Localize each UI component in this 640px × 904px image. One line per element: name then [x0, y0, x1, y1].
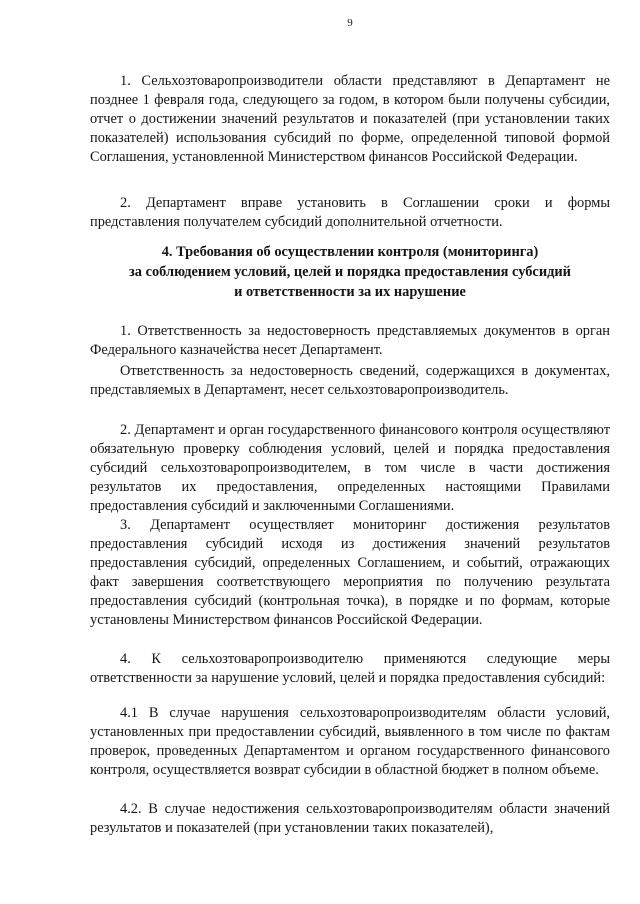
- section-paragraph-4-1-refund: 4.1 В случае нарушения сельхозтоваропроизводителям области условий, установленных при предоставлении субсидий, выявленного в том числе по фактам проверок, проведенных Департаментом и органом государственного финансового контроля, осуществляется возврат субсидии в областной бюджет в полном объеме.: [90, 705, 610, 778]
- section-4-heading: [90, 242, 610, 302]
- section-paragraph-1: 1. Ответственность за недостоверность представляемых документов в орган Федерального казначейства несет Департамент.: [90, 323, 610, 358]
- paragraph-2-additional-reporting: 2. Департамент вправе установить в Соглашении сроки и формы представления получателем субсидий дополнительной отчетности.: [90, 195, 610, 230]
- paragraph-1-report-deadline: 1. Сельхозтоваропроизводители области представляют в Департамент не позднее 1 февраля года, следующего за годом, в котором были получены субсидии, отчет о достижении значений результатов и показателей (при установлении таких показателей) использования субсидий по форме, определенной типовой формой Соглашения, установленной Министерством финансов Российской Федерации.: [90, 73, 610, 165]
- section-paragraph-3-monitoring: 3. Департамент осуществляет мониторинг достижения результатов предоставления субсидий исходя из достижения значений результатов предоставления субсидий, определенных Соглашением, и событий, отражающих факт завершения соответствующего мероприятия по получению результата предоставления субсидий (контрольная точка), в порядке и по формам, которые установлены Министерством финансов Российской Федерации.: [90, 517, 610, 628]
- page-number: 9: [347, 17, 353, 29]
- section-paragraph-2-mandatory-check: 2. Департамент и орган государственного финансового контроля осуществляют обязательную проверку соблюдения условий, целей и порядка предоставления субсидий сельхозтоваропроизводителем, в том числе в части достижения результатов их предоставления, определенных настоящими Правилами предоставления субсидий и заключенными Соглашениями.: [90, 422, 610, 514]
- section-heading-line-1: 4. Требования об осуществлении контроля (мониторинга): [161, 244, 539, 260]
- section-heading-line-2: за соблюдением условий, целей и порядка предоставления субсидий: [129, 264, 571, 280]
- section-paragraph-4-2-non-achievement: 4.2. В случае недостижения сельхозтоваропроизводителям области значений результатов и показателей (при установлении таких показателей),: [90, 801, 610, 836]
- section-heading-line-3: и ответственности за их нарушение: [234, 284, 466, 300]
- section-paragraph-1-continued: Ответственность за недостоверность сведений, содержащихся в документах, представляемых в Департамент, несет сельхозтоваропроизводитель.: [90, 363, 610, 398]
- section-paragraph-4-liability-measures: 4. К сельхозтоваропроизводителю применяются следующие меры ответственности за нарушение условий, целей и порядка предоставления субсидий:: [90, 651, 610, 686]
